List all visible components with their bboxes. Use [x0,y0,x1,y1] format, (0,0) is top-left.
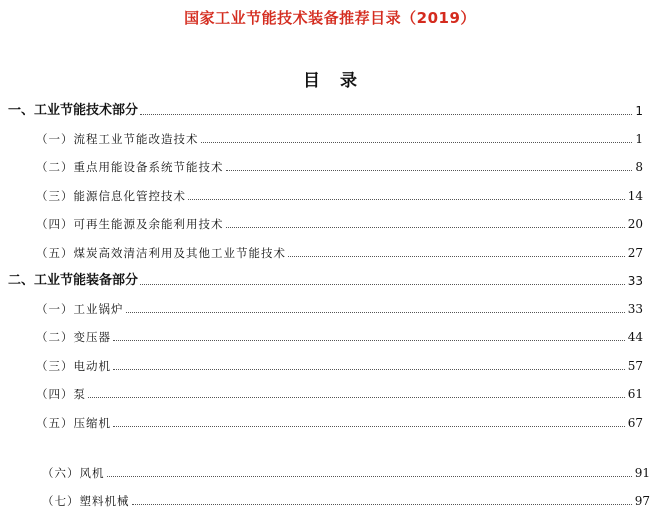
toc-entry-label: （二）重点用能设备系统节能技术 [36,160,224,174]
document-title: 国家工业节能技术装备推荐目录（2019） [184,9,476,27]
dot-leader [107,476,632,477]
toc-entry-page: 97 [634,494,650,508]
toc-entry-page: 8 [635,160,643,174]
toc-entry-1-4[interactable] [36,214,643,232]
toc-entry-2-2[interactable] [36,327,643,345]
dot-leader [126,312,625,313]
dot-leader [288,256,625,257]
dot-leader [226,170,633,171]
dot-leader [188,199,625,200]
toc-entry-label: （四）泵 [36,387,86,401]
dot-leader [140,284,625,285]
toc-entry-label: （三）电动机 [36,359,111,373]
toc-entry-section-1[interactable] [8,101,643,119]
toc-entry-page: 14 [627,189,643,203]
dot-leader [113,340,625,341]
toc-entry-page: 33 [627,302,643,316]
dot-leader [132,504,632,505]
dot-leader [140,114,632,115]
toc-entry-page: 20 [627,217,643,231]
toc-entry-label: （五）压缩机 [36,416,111,430]
toc-entry-1-1[interactable] [36,129,643,147]
dot-leader [201,142,633,143]
toc-entry-page: 27 [627,246,643,260]
toc-entry-page: 61 [627,387,643,401]
toc-heading: 目录 [303,71,377,91]
toc-entry-label: （三）能源信息化管控技术 [36,189,186,203]
dot-leader [88,397,625,398]
toc-entry-2-5[interactable] [36,413,643,431]
toc-entry-label: （二）变压器 [36,330,111,344]
toc-entry-2-1[interactable] [36,299,643,317]
toc-entry-label: （六）风机 [42,466,105,480]
toc-entry-label: （一）工业锅炉 [36,302,124,316]
toc-entry-page: 33 [627,274,643,288]
toc-entry-page: 67 [627,416,643,430]
dot-leader [113,426,625,427]
toc-entry-label: 一、工业节能技术部分 [8,103,139,118]
toc-entry-1-3[interactable] [36,186,643,204]
toc-entry-2-7[interactable] [42,491,650,509]
toc-entry-page: 91 [634,466,650,480]
dot-leader [226,227,625,228]
toc-entry-label: （五）煤炭高效清洁利用及其他工业节能技术 [36,246,286,260]
toc-entry-2-4[interactable] [36,384,643,402]
toc-entry-label: （一）流程工业节能改造技术 [36,132,199,146]
toc-entry-page: 57 [627,359,643,373]
dot-leader [113,369,625,370]
toc-entry-label: （七）塑料机械 [42,494,130,508]
toc-entry-section-2[interactable] [8,271,643,289]
toc-entry-page: 1 [635,132,643,146]
toc-entry-label: （四）可再生能源及余能利用技术 [36,217,224,231]
toc-entry-label: 二、工业节能装备部分 [8,273,139,288]
toc-entry-1-2[interactable] [36,157,643,175]
toc-entry-page: 44 [627,330,643,344]
toc-entry-page: 1 [635,104,643,118]
toc-entry-2-6[interactable] [42,463,650,481]
toc-entry-2-3[interactable] [36,356,643,374]
toc-entry-1-5[interactable] [36,243,643,261]
